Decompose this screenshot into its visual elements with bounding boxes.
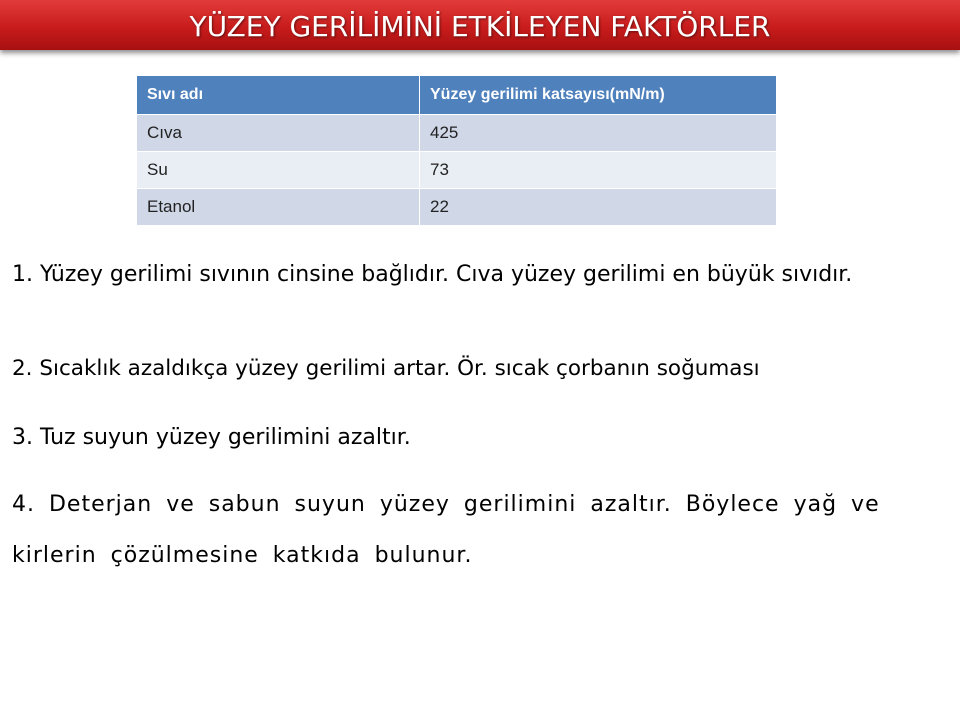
cell-liquid-name: Etanol [137,189,420,226]
cell-surface-tension: 22 [420,189,777,226]
cell-surface-tension: 425 [420,115,777,152]
title-bar [0,0,960,50]
slide-title: YÜZEY GERİLİMİNİ ETKİLEYEN FAKTÖRLER [189,9,771,43]
cell-liquid-name: Su [137,152,420,189]
paragraph-1: 1. Yüzey gerilimi sıvının cinsine bağlıdır. Cıva yüzey gerilimi en büyük sıvıdır. [12,262,853,287]
paragraph-2: 2. Sıcaklık azaldıkça yüzey gerilimi artar. Ör. sıcak çorbanın soğuması [12,356,760,381]
surface-tension-table [136,75,777,226]
table-header-row [137,76,777,115]
cell-surface-tension: 73 [420,152,777,189]
paragraph-4: 4. Deterjan ve sabun suyun yüzey gerilimini azaltır. Böylece yağ ve kirlerin çözülmesine katkıda bulunur. [12,492,880,568]
table-row [137,189,777,226]
table-row [137,152,777,189]
header-surface-tension: Yüzey gerilimi katsayısı(mN/m) [420,76,777,115]
table-row [137,115,777,152]
paragraph-3: 3. Tuz suyun yüzey gerilimini azaltır. [12,425,411,450]
header-liquid-name: Sıvı adı [137,76,420,115]
cell-liquid-name: Cıva [137,115,420,152]
